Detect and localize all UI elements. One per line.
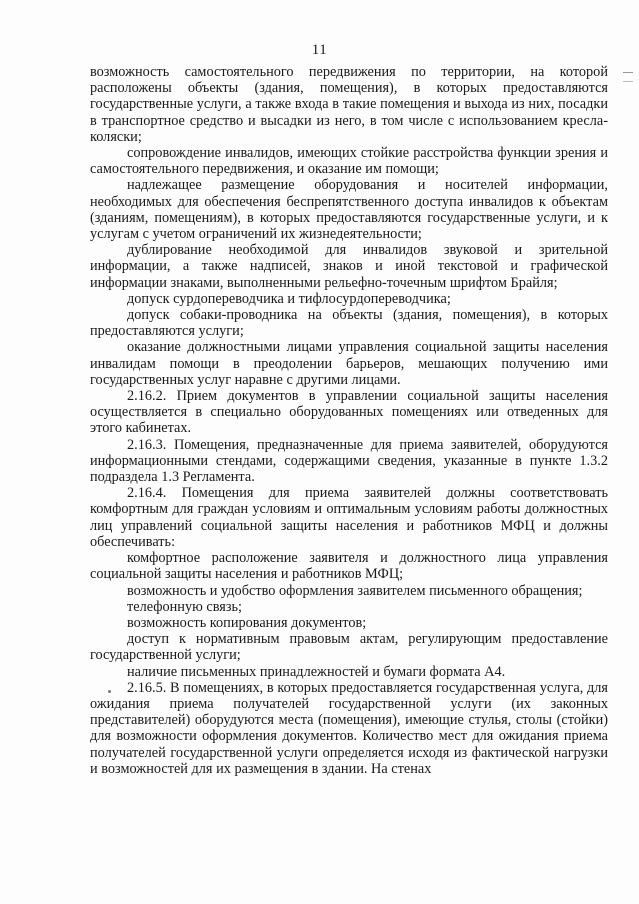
paragraph-2-16-5: 2.16.5. В помещениях, в которых предоставляется государственная услуга, для ожидания приема получателей государственной услуги (их законных представителей) оборудуются места (помещения), имеющие стулья, столы (стойки) для возможности оформления документов. Количество мест для ожидания приема получателей государственной услуги определяется исходя из фактической нагрузки и возможностей для их размещения в здании. На стенах	[90, 679, 608, 777]
paragraph-assistance: оказание должностными лицами управления социальной защиты населения инвалидам помощи в преодолении барьеров, мешающих получению ими государственных услуг наравне с другими лицами.	[90, 339, 608, 388]
paragraph-interpreter: допуск сурдопереводчика и тифлосурдопереводчика;	[127, 290, 451, 307]
paragraph-2-16-2: 2.16.2. Прием документов в управлении социальной защиты населения осуществляется в специально оборудованных помещениях или отведенных для этого кабинетах.	[90, 388, 608, 437]
paragraph-copying: возможность копирования документов;	[127, 614, 367, 631]
paragraph-comfortable-placement: комфортное расположение заявителя и должностного лица управления социальной защиты населения и работников МФЦ;	[90, 550, 608, 583]
paragraph-escort: сопровождение инвалидов, имеющих стойкие расстройства функции зрения и самостоятельного передвижения, и оказание им помощи;	[90, 145, 608, 178]
paragraph-stationery: наличие письменных принадлежностей и бумаги формата А4.	[127, 663, 506, 680]
paragraph-telephone: телефонную связь;	[127, 598, 242, 615]
paragraph-2-16-4: 2.16.4. Помещения для приема заявителей должны соответствовать комфортным для граждан условиям и оптимальным условиям работы должностных лиц управлений социальной защиты населения и работников МФЦ и должны обеспечивать:	[90, 485, 608, 550]
document-body	[90, 64, 608, 777]
paragraph-mobility: возможность самостоятельного передвижения по территории, на которой расположены объекты (здания, помещения), в которых предоставляются государственные услуги, а также входа в такие помещения и выхода из них, посадки в транспортное средство и высадки из него, в том числе с использованием кресла-коляски;	[90, 64, 608, 145]
paragraph-equipment: надлежащее размещение оборудования и носителей информации, необходимых для обеспечения беспрепятственного доступа инвалидов к объектам (зданиям, помещениям), в которых предоставляются государственные услуги, и к услугам с учетом ограничений их жизнедеятельности;	[90, 177, 608, 243]
paragraph-written-request: возможность и удобство оформления заявителем письменного обращения;	[127, 582, 583, 599]
paragraph-braille: дублирование необходимой для инвалидов звуковой и зрительной информации, а также надписей, знаков и иной текстовой и графической информации знаками, выполненными рельефно-точечным шрифтом Брайля;	[90, 242, 608, 291]
scan-edge-mark	[623, 72, 633, 82]
paragraph-guide-dog: допуск собаки-проводника на объекты (здания, помещения), в которых предоставляются услуги;	[90, 307, 608, 340]
paragraph-legal-acts: доступ к нормативным правовым актам, регулирующим предоставление государственной услуги;	[90, 631, 608, 664]
paragraph-2-16-3: 2.16.3. Помещения, предназначенные для приема заявителей, оборудуются информационными стендами, содержащими сведения, указанные в пункте 1.3.2 подраздела 1.3 Регламента.	[90, 436, 608, 486]
page-number: 11	[311, 42, 328, 58]
